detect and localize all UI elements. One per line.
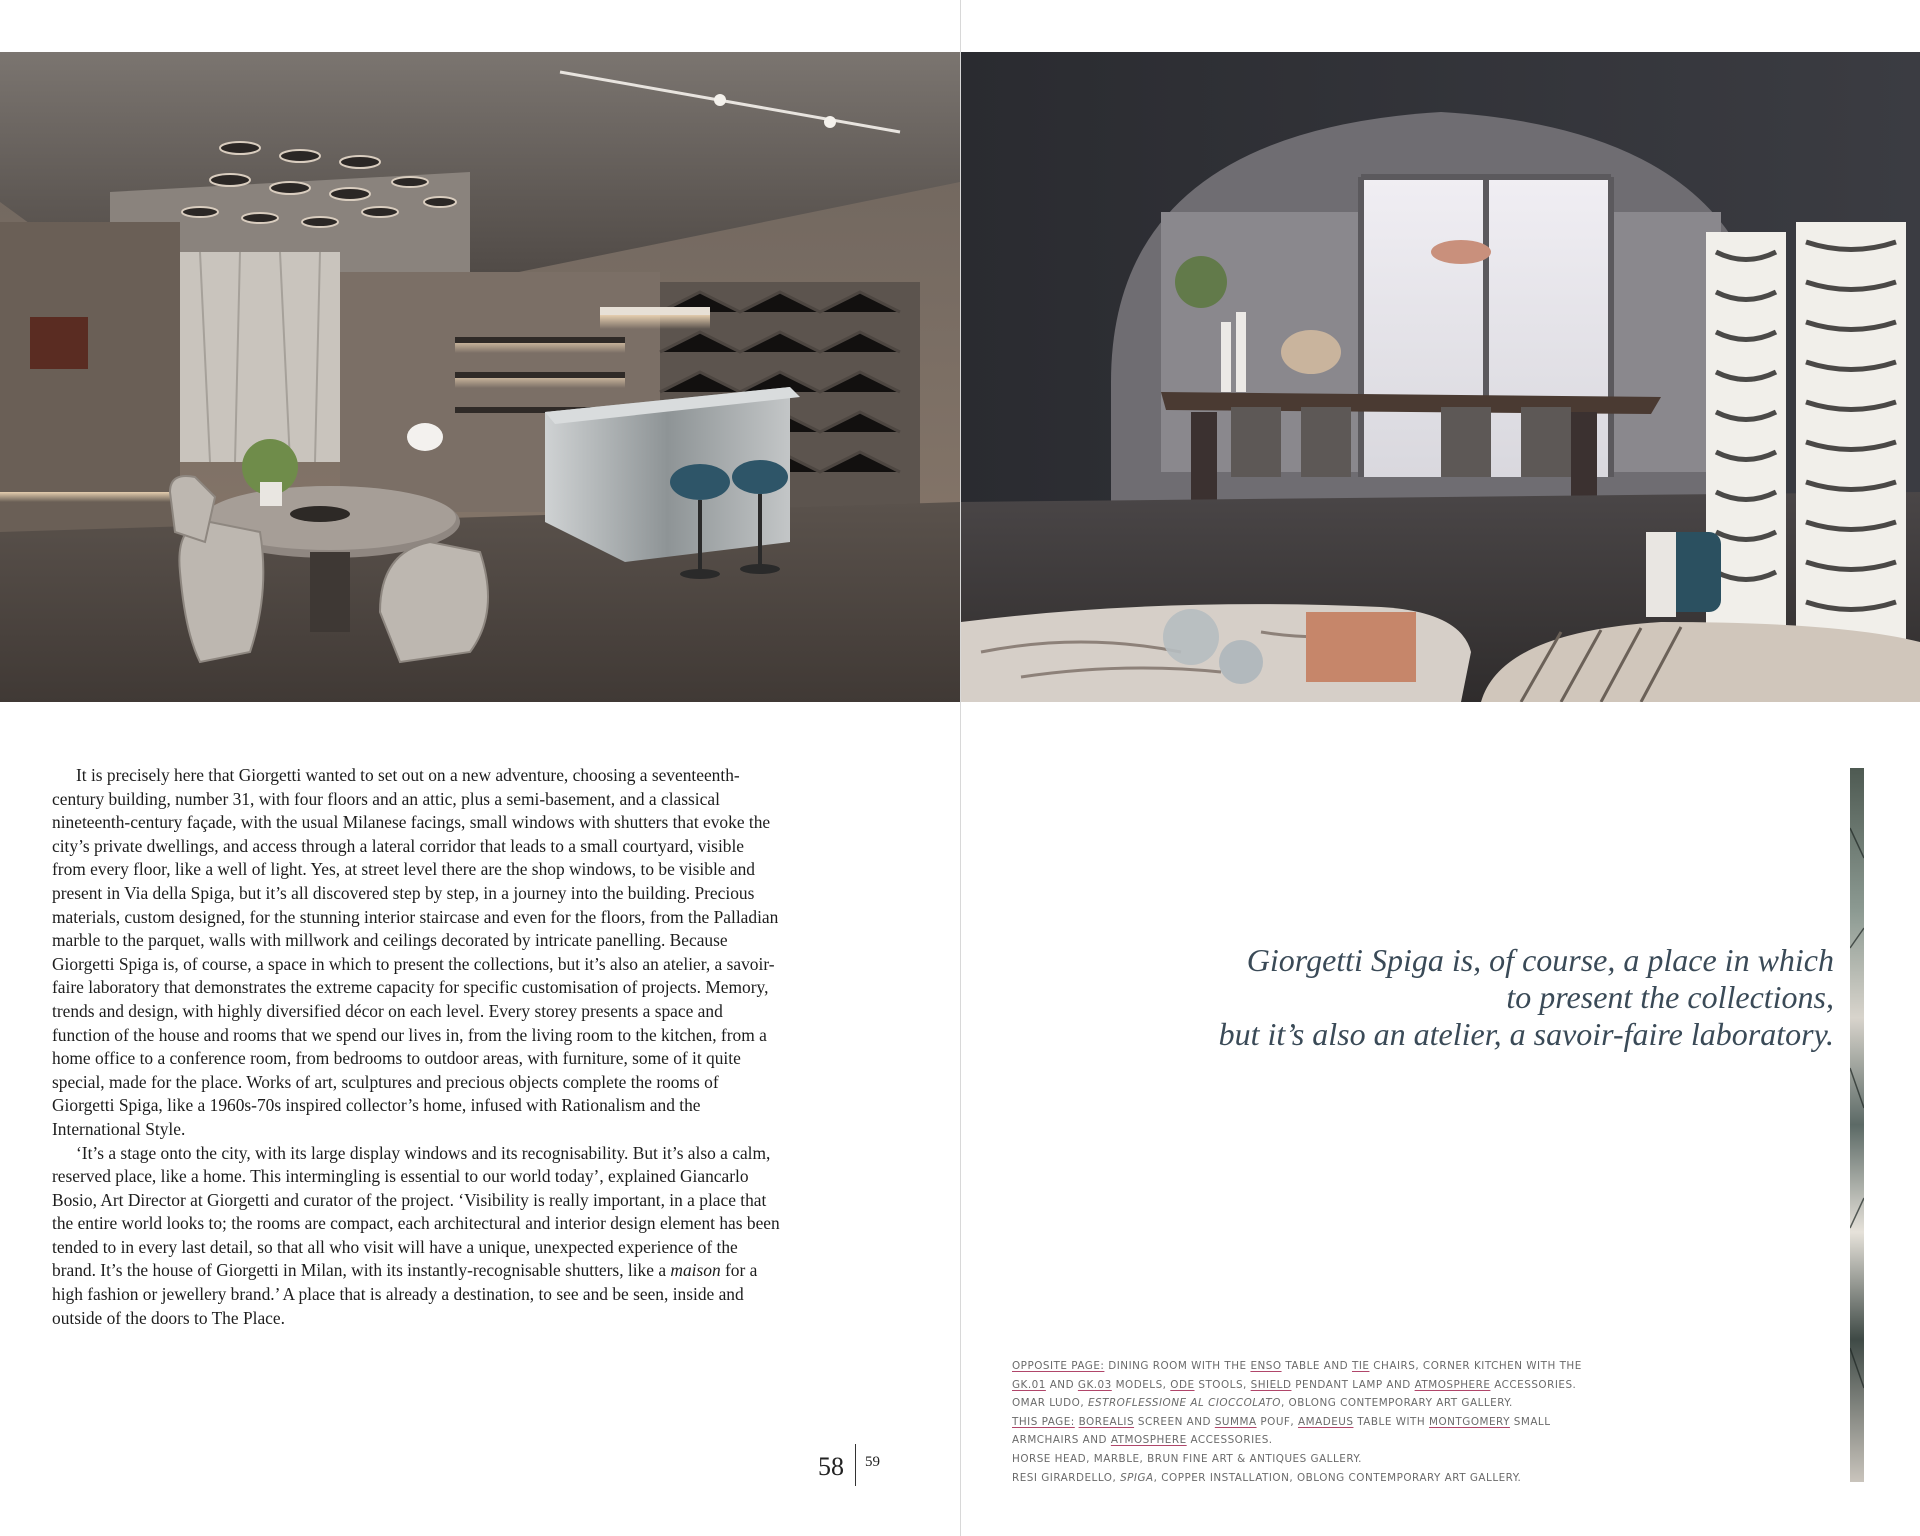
page-number-right: 59 xyxy=(865,1454,880,1470)
caption-product: GK.03 xyxy=(1077,1378,1112,1391)
caption-text: ACCESSORIES. xyxy=(1186,1434,1273,1447)
photo-captions xyxy=(1012,1357,1652,1487)
caption-product: TIE xyxy=(1351,1360,1370,1372)
caption-product: ODE xyxy=(1170,1378,1195,1391)
caption-label: OPPOSITE PAGE: xyxy=(1012,1360,1105,1372)
caption-product: MONTGOMERY xyxy=(1429,1415,1510,1428)
caption-line xyxy=(1012,1469,1652,1488)
paragraph-text: for a high fashion or jewellery brand.’ A place that is already a destination, to see and be seen, inside and outside of the doors to The Place. xyxy=(52,1260,758,1328)
caption-line xyxy=(1012,1376,1652,1395)
caption-text: STOOLS, xyxy=(1194,1378,1251,1391)
caption-text: AND xyxy=(1045,1378,1078,1391)
caption-line xyxy=(1012,1413,1652,1432)
caption-line xyxy=(1012,1431,1652,1450)
caption-text: POUF, xyxy=(1256,1415,1299,1428)
pull-quote-line: to present the collections, xyxy=(1506,979,1834,1015)
caption-product: AMADEUS xyxy=(1298,1415,1354,1428)
page-number-left: 58 xyxy=(818,1452,844,1481)
caption-product: ATMOSPHERE xyxy=(1110,1434,1187,1447)
caption-text: , OBLONG CONTEMPORARY ART GALLERY. xyxy=(1280,1397,1513,1410)
caption-text: TABLE WITH xyxy=(1353,1415,1430,1428)
caption-product: ATMOSPHERE xyxy=(1414,1378,1491,1391)
pull-quote xyxy=(1134,942,1834,1053)
page-number-divider xyxy=(855,1444,856,1486)
paragraph-italic-word: maison xyxy=(670,1260,721,1281)
pull-quote-line: but it’s also an atelier, a savoir-faire laboratory. xyxy=(1218,1016,1834,1052)
caption-line xyxy=(1012,1450,1652,1469)
body-paragraph-quote xyxy=(52,1142,782,1331)
caption-product: BOREALIS xyxy=(1078,1415,1135,1428)
caption-text: CHAIRS, CORNER KITCHEN WITH THE xyxy=(1369,1360,1582,1372)
caption-text: SCREEN AND xyxy=(1134,1415,1215,1428)
caption-artwork-title: ESTROFLESSIONE AL CIOCCOLATO xyxy=(1087,1397,1281,1410)
caption-text: HORSE HEAD, MARBLE, BRUN FINE ART & ANTIQUES GALLERY. xyxy=(1012,1452,1362,1465)
caption-text: OMAR LUDO, xyxy=(1012,1397,1088,1410)
caption-artwork-title: SPIGA xyxy=(1120,1471,1154,1484)
showroom-kitchen-photo xyxy=(0,52,960,702)
caption-line xyxy=(1012,1394,1652,1413)
caption-line xyxy=(1012,1357,1652,1376)
caption-text: MODELS, xyxy=(1111,1378,1171,1391)
pull-quote-line: Giorgetti Spiga is, of course, a place in which xyxy=(1246,942,1834,978)
caption-text: ARMCHAIRS AND xyxy=(1012,1434,1111,1447)
dining-room-photo xyxy=(961,52,1920,702)
caption-product: SHIELD xyxy=(1250,1378,1292,1391)
caption-text: ACCESSORIES. xyxy=(1490,1378,1577,1391)
caption-text: DINING ROOM WITH THE xyxy=(1104,1360,1251,1372)
caption-text: SMALL xyxy=(1509,1415,1551,1428)
caption-text: , COPPER INSTALLATION, OBLONG CONTEMPORARY ART GALLERY. xyxy=(1153,1471,1522,1484)
caption-product: SUMMA xyxy=(1214,1415,1257,1428)
caption-text: TABLE AND xyxy=(1281,1360,1352,1372)
paragraph-text: ‘It’s a stage onto the city, with its large display windows and its recognisability. But it’s also a calm, reserved place, like a home. This intermingling is essential to our world today’, explained Giancarlo Bosio, Art Director at Giorgetti and curator of the project. ‘Visibility is really important, in a place that the entire world looks to; the rooms are compact, each architectural and interior design element has been tended to in every last detail, so that all who visit will have a unique, unexpected experience of the brand. It’s the house of Giorgetti in Milan, with its instantly-recognisable shutters, like a xyxy=(52,1142,780,1281)
body-paragraph: It is precisely here that Giorgetti wanted to set out on a new adventure, choosing a seventeenth-century building, number 31, with four floors and an attic, plus a semi-basement, and a classical nineteenth-century façade, with the usual Milanese facings, small windows with shutters that evoke the city’s private dwellings, and access through a lateral corridor that leads to a small courtyard, visible from every floor, like a well of light. Yes, at street level there are the shop windows, to be visible and present in Via della Spiga, but it’s all discovered step by step, in a journey into the building. Precious materials, custom designed, for the stunning interior staircase and even for the floors, from the Palladian marble to the parquet, walls with millwork and ceilings decorated by intricate panelling. Because Giorgetti Spiga is, of course, a space in which to present the collections, but it’s also an atelier, a savoir-faire laboratory that demonstrates the extreme capacity for specific customisation of projects. Memory, trends and design, with highly diversified décor on each level. Every storey presents a space and function of the house and rooms that we spend our lives in, from the living room to the kitchen, from a home office to a conference room, from bedrooms to outdoor areas, with furniture, some of it quite special, made for the place. Works of art, sculptures and precious objects complete the rooms of Giorgetti Spiga, like a 1960s-70s inspired collector’s home, infused with Rationalism and the International Style. xyxy=(52,765,779,1139)
caption-product: GK.01 xyxy=(1012,1378,1046,1391)
marble-strip-photo xyxy=(1850,768,1864,1482)
caption-label: THIS PAGE: xyxy=(1012,1415,1075,1428)
caption-text: RESI GIRARDELLO, xyxy=(1012,1471,1121,1484)
caption-text: PENDANT LAMP AND xyxy=(1291,1378,1415,1391)
caption-product: ENSO xyxy=(1250,1360,1282,1372)
body-text xyxy=(52,764,782,1330)
